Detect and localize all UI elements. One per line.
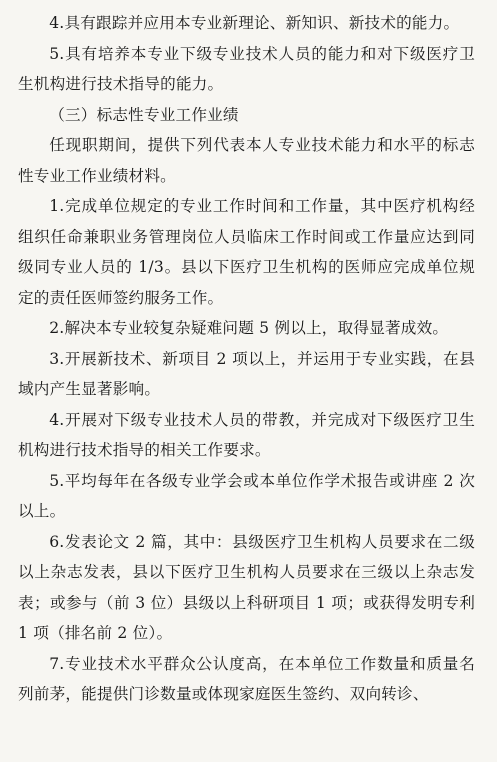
paragraph-item-4: 4.具有跟踪并应用本专业新理论、新知识、新技术的能力。 [49,14,460,32]
requirement-4: 4.开展对下级专业技术人员的带教，并完成对下级医疗卫生机构进行技术指导的相关工作要求。 [18,410,475,459]
section-intro: 任现职期间，提供下列代表本人专业技术能力和水平的标志性专业工作业绩材料。 [18,136,475,185]
section-heading: （三）标志性专业工作业绩 [49,105,239,124]
requirement-6: 6.发表论文 2 篇，其中：县级医疗卫生机构人员要求在二级以上杂志发表，县以下医疗卫生机构人员要求在三级以上杂志发表；或参与（前 3 位）县级以上科研项目 1 项；或获得发明专利 1 项（排名前 2 位）。 [18,532,475,642]
requirement-3: 3.开展新技术、新项目 2 项以上，并运用于专业实践，在县域内产生显著影响。 [18,349,475,398]
requirement-2: 2.解决本专业较复杂疑难问题 5 例以上，取得显著成效。 [49,319,449,337]
requirement-7: 7.专业技术水平群众公认度高，在本单位工作数量和质量名列前茅，能提供门诊数量或体现家庭医生签约、双向转诊、 [18,654,475,703]
requirement-5: 5.平均每年在各级专业学会或本单位作学术报告或讲座 2 次以上。 [18,471,475,520]
requirement-1: 1.完成单位规定的专业工作时间和工作量，其中医疗机构经组织任命兼职业务管理岗位人员临床工作时间或工作量应达到同级同专业人员的 1/3。县以下医疗卫生机构的医师应完成单位规定的责任医师签约服务工作。 [18,197,475,307]
paragraph-item-5: 5.具有培养本专业下级专业技术人员的能力和对下级医疗卫生机构进行技术指导的能力。 [18,44,475,93]
